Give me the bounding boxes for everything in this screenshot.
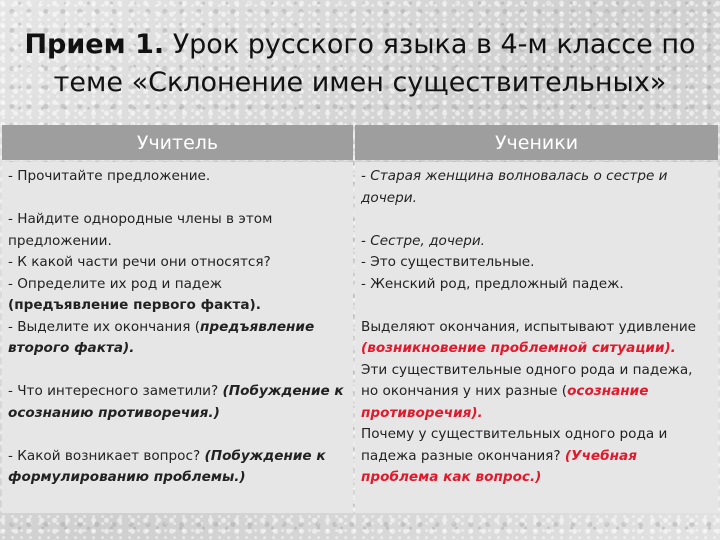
- teacher-line-5-text: - Выделите их окончания (: [8, 318, 200, 335]
- student-line-7-text: Почему у существительных одного рода и падежа разные окончания?: [361, 426, 668, 464]
- student-line-3: - Это существительные.: [361, 254, 535, 270]
- header-teacher: Учитель: [2, 125, 353, 160]
- student-line-5-red: (возникновение проблемной ситуации).: [361, 340, 676, 356]
- teacher-line-6-text: - Что интересного заметили?: [8, 383, 223, 399]
- student-line-1: - Старая женщина волновалась о сестре и дочери.: [361, 168, 668, 206]
- teacher-line-6-bold: (Побуждение к осознанию противоречия.): [8, 383, 344, 421]
- teacher-line-5-bold: предъявление второго факта).: [8, 318, 315, 356]
- student-line-4: - Женский род, предложный падеж.: [361, 275, 624, 292]
- teacher-line-7: [8, 446, 347, 489]
- student-line-5-text: Выделяют окончания, испытывают удивление: [361, 318, 697, 335]
- student-line-7-red: (Учебная проблема как вопрос.): [361, 447, 637, 485]
- title-line2: теме «Склонение имен существительных»: [53, 67, 667, 98]
- student-line-6: [361, 360, 712, 425]
- teacher-line-1: - Прочитайте предложение.: [8, 168, 211, 184]
- teacher-line-7-bold: (Побуждение к формулированию проблемы.): [8, 447, 326, 485]
- teacher-line-3: - К какой части речи они относятся?: [8, 254, 271, 270]
- student-line-7: [361, 424, 712, 489]
- teacher-line-6: [8, 381, 347, 424]
- teacher-column: [2, 162, 353, 513]
- title-line1: [24, 29, 695, 60]
- students-column: [355, 162, 718, 513]
- student-line-6-red: осознание противоречия).: [361, 383, 649, 421]
- lesson-table: [2, 125, 718, 513]
- teacher-line-5: [8, 317, 347, 360]
- title-bold: Прием 1.: [24, 29, 165, 60]
- teacher-line-2: - Найдите однородные члены в этом предложении.: [8, 211, 273, 249]
- teacher-line-4-bold: (предъявление первого факта).: [8, 297, 261, 313]
- slide-title: [20, 26, 700, 102]
- student-line-2: - Сестре, дочери.: [361, 232, 486, 249]
- teacher-line-4: - Определите их род и падеж: [8, 275, 222, 292]
- student-line-6-text: Эти существительные одного рода и падежа, но окончания у них разные (: [361, 361, 693, 399]
- student-line-5: [361, 317, 712, 360]
- title-rest: Урок русского языка в 4-м классе по: [164, 29, 696, 60]
- header-students: Ученики: [355, 125, 718, 160]
- teacher-line-7-text: - Какой возникает вопрос?: [8, 447, 205, 464]
